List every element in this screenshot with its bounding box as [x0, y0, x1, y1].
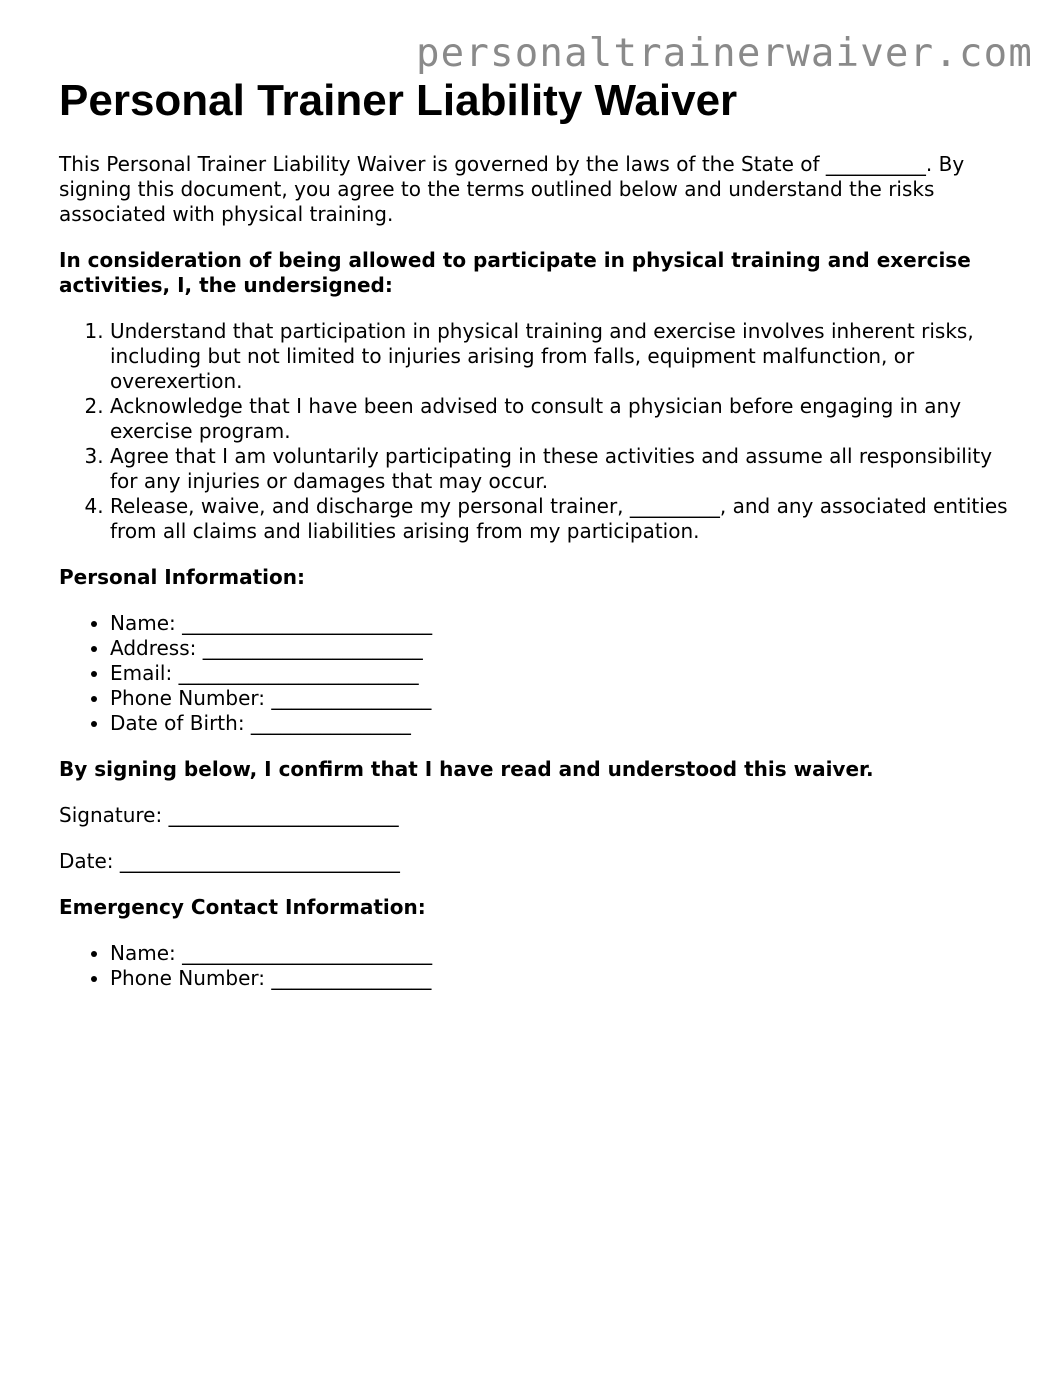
personal-information-list: [59, 611, 1009, 736]
term-item: 1. Understand that participation in physical training and exercise involves inherent risks, including but not limited to injuries arising from falls, equipment malfunction, or overexertion.: [110, 319, 1009, 394]
date-field[interactable]: Date: ____________________________: [59, 849, 400, 873]
consideration-statement: In consideration of being allowed to participate in physical training and exercise activities, I, the undersigned:: [59, 248, 971, 297]
emergency-contact-list: [59, 941, 1009, 991]
terms-list: [59, 319, 1009, 544]
confirmation-statement: By signing below, I confirm that I have read and understood this waiver.: [59, 757, 874, 781]
waiver-document: [59, 74, 1009, 991]
emergency-field-phone[interactable]: • Phone Number: ________________: [110, 966, 1009, 991]
term-item: 3. Agree that I am voluntarily participating in these activities and assume all responsibility for any injuries or damages that may occur.: [110, 444, 1009, 494]
personal-information-heading: Personal Information:: [59, 565, 305, 589]
emergency-field-name[interactable]: • Name: _________________________: [110, 941, 1009, 966]
personal-field-email[interactable]: • Email: ________________________: [110, 661, 1009, 686]
signature-field[interactable]: Signature: _______________________: [59, 803, 399, 827]
term-item: 2. Acknowledge that I have been advised to consult a physician before engaging in any exercise program.: [110, 394, 1009, 444]
personal-field-date-of-birth[interactable]: • Date of Birth: ________________: [110, 711, 1009, 736]
term-item: 4. Release, waive, and discharge my personal trainer, _________, and any associated entities from all claims and liabilities arising from my participation.: [110, 494, 1009, 544]
document-title: Personal Trainer Liability Waiver: [59, 76, 738, 125]
intro-paragraph: This Personal Trainer Liability Waiver is governed by the laws of the State of __________. By signing this document, you agree to the terms outlined below and understand the risks associated with physical training.: [59, 152, 965, 226]
personal-field-name[interactable]: • Name: _________________________: [110, 611, 1009, 636]
watermark-text: personaltrainerwaiver.com: [416, 31, 1033, 76]
personal-field-address[interactable]: • Address: ______________________: [110, 636, 1009, 661]
emergency-contact-heading: Emergency Contact Information:: [59, 895, 426, 919]
personal-field-phone[interactable]: • Phone Number: ________________: [110, 686, 1009, 711]
